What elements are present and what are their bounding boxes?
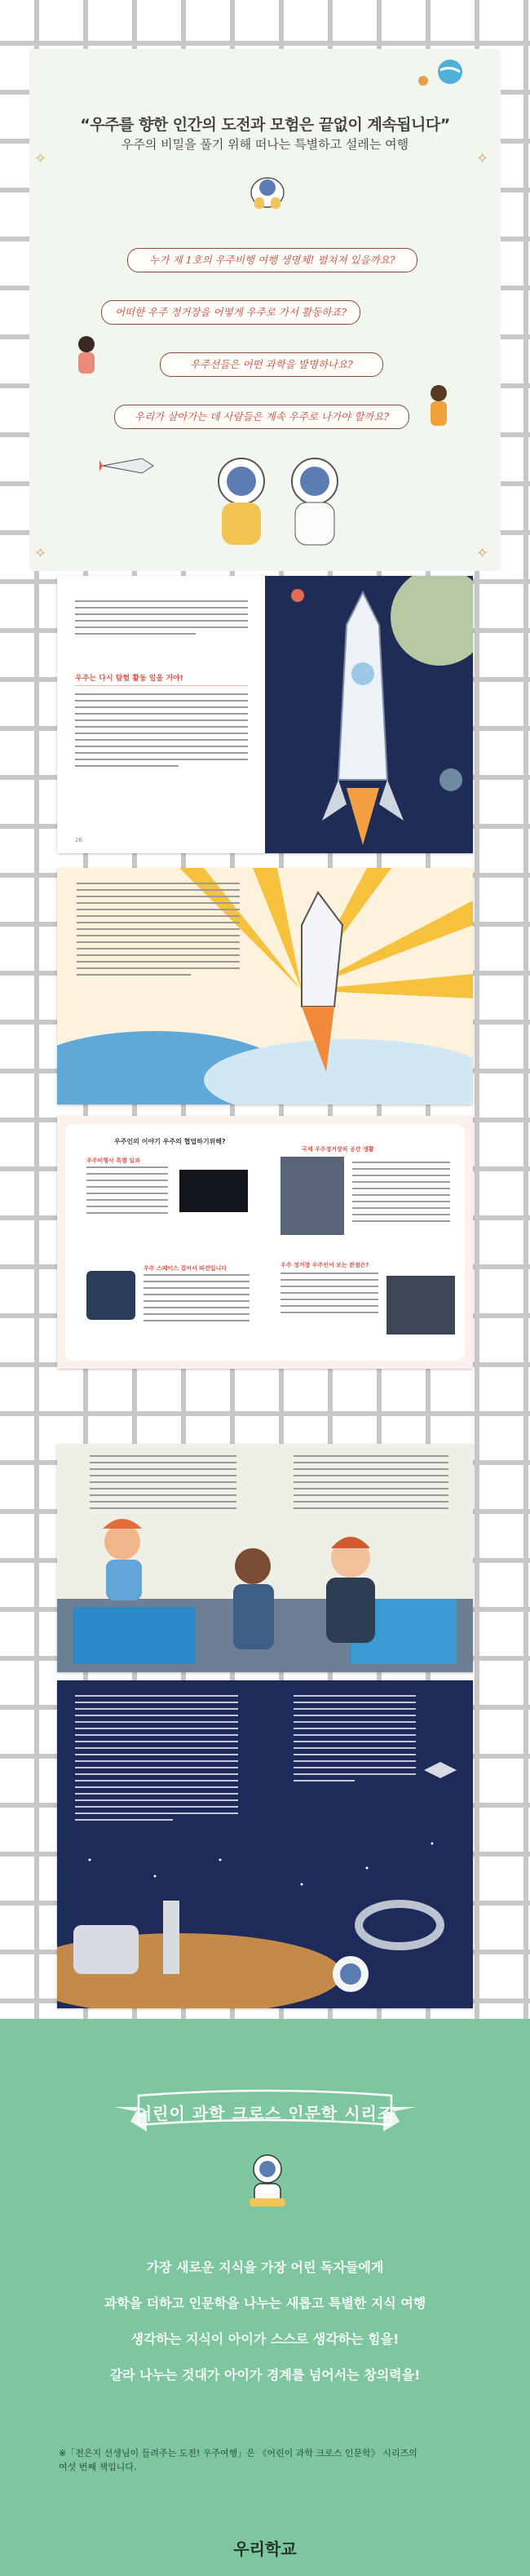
book-spread-3 (57, 1116, 473, 1369)
article-title: 우주인의 이야기 우주의 협업하기위해? (114, 1138, 226, 1145)
body-text (75, 600, 248, 640)
floating-astronaut-icon (243, 170, 292, 215)
body-text (280, 1273, 378, 1318)
question-bubble-4: 우리가 살아가는 데 사람들은 계속 우주로 나가야 할까요? (114, 405, 409, 429)
astronaut-pair-icon (192, 449, 372, 555)
sparkle-icon: ✧ (476, 150, 489, 167)
section-label: 국제 우주정거장의 공간 생활 (302, 1146, 374, 1153)
spread-1-text-page (57, 576, 265, 853)
sitting-astronaut-icon (243, 2153, 292, 2210)
station-photo (280, 1157, 344, 1235)
page-number: 26 (75, 837, 82, 843)
space-photo (179, 1170, 248, 1212)
series-line-4: 갈라 나누는 것대가 아이가 경계를 넘어서는 창의력을! (109, 2367, 421, 2383)
question-bubble-1: 누가 제 1호의 우주비행 여행 생명체! 펼쳐져 있을까요? (127, 248, 417, 272)
body-text (294, 1695, 416, 1786)
astronaut-photo (386, 1276, 455, 1334)
earth-photo (86, 1271, 135, 1320)
body-text (352, 1162, 450, 1227)
boy-waving-icon (424, 383, 453, 440)
section-label: 우주 정거장 우주인이 보는 관점은? (280, 1262, 369, 1268)
body-text (144, 1274, 250, 1326)
book-spread-1 (57, 576, 473, 853)
series-banner-title: 어린이 과학 크로스 인문학 시리즈 (135, 2104, 395, 2123)
body-text (75, 693, 248, 772)
intro-headline: “우주를 향한 인간의 도전과 모험은 끝없이 계속됩니다” (80, 116, 450, 134)
book-spread-2 (57, 868, 473, 1104)
section-label: 우주비행사 특별 일과 (86, 1157, 140, 1164)
rocket-illustration (265, 576, 473, 853)
girl-reading-icon (70, 334, 103, 383)
book-spread-4 (57, 1444, 473, 1672)
highlight-box-title: 우주는 다시 탐험 활동 일을 거야! (75, 672, 248, 686)
question-bubble-3: 우주선들은 어떤 과학을 발명하나요? (160, 352, 383, 377)
series-note-line-2: 여섯 번째 책입니다. (59, 2462, 137, 2472)
body-text (75, 1695, 238, 1826)
series-line-2: 과학을 더하고 인문학을 나누는 새롭고 특별한 지식 여행 (104, 2295, 426, 2311)
series-section (0, 2019, 530, 2576)
body-text (77, 883, 240, 980)
book-spread-5 (57, 1680, 473, 2008)
publisher-logo: 우리학교 (233, 2539, 297, 2559)
rocket-icon (99, 454, 157, 478)
series-line-3: 생각하는 지식이 아이가 스스로 생각하는 힘을! (130, 2331, 400, 2347)
tiny-planet-icon (416, 73, 431, 88)
intro-panel (29, 49, 501, 571)
series-note-line-1: ※「전은지 선생님이 들려주는 도전! 우주여행」은 《어린이 과학 크로스 인문학》 시리즈의 (59, 2448, 417, 2459)
sparkle-icon: ✧ (34, 545, 47, 562)
body-text (90, 1455, 236, 1514)
intro-subhead: 우주의 비밀을 풀기 위해 떠나는 특별하고 설레는 여행 (121, 137, 409, 152)
body-text (294, 1455, 448, 1514)
planet-icon (434, 55, 466, 88)
series-line-1: 가장 새로운 지식을 가장 어린 독자들에게 (146, 2260, 384, 2275)
spread-1-illustration (265, 576, 473, 853)
question-bubble-2: 어떠한 우주 정거장을 어떻게 우주로 가서 활동하죠? (101, 300, 360, 325)
sparkle-icon: ✧ (476, 545, 489, 562)
sparkle-icon: ✧ (34, 150, 47, 167)
body-text (86, 1166, 168, 1219)
section-label: 우주 스페이스 걸어서 파견입니다 (144, 1265, 227, 1272)
